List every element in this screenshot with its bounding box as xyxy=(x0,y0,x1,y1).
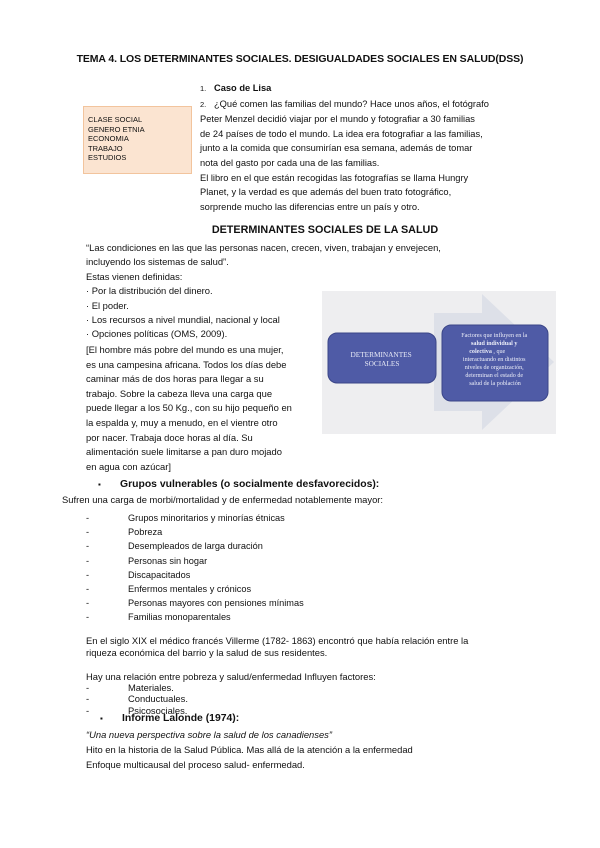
intro-item-1: 1. Caso de Lisa xyxy=(200,83,272,93)
bullet-icon: ▪ xyxy=(98,480,101,489)
list-item: - Familias monoparentales xyxy=(86,612,231,623)
intro-line: Planet, y la verdad es que además del buen trato fotográfico, xyxy=(200,187,452,198)
diagram-right-text: Factores que influyen en la salud individual y colectiva , que interactuando en distintos niveles de organización, determinan el estado de salud de la población xyxy=(461,333,528,387)
determinants-diagram xyxy=(322,291,556,434)
list-item: - Conductuales. xyxy=(86,693,188,705)
topics-box xyxy=(83,106,192,174)
definition-item: · Por la distribución del dinero. xyxy=(86,285,213,297)
topic-line: ESTUDIOS xyxy=(88,153,127,163)
intro-line: junto a la comida que consumirían esa semana, además de tomar xyxy=(200,143,473,154)
definition-item: · Opciones políticas (OMS, 2009). xyxy=(86,328,228,340)
diagram-graphic xyxy=(322,291,556,434)
story-paragraph: [El hombre más pobre del mundo es una mujer, es una campesina africana. Todos los días debe caminar más de dos horas para llegar a su trabajo. Sobre la cabeza lleva una carga que puede llegar a los 50 Kg., con su hijo pequeño en la espalda y, muy a menudo, en el vientre otro por nacer. Trabaja doce horas al día. Su alimentación suele limitarse a pan duro mojado en agua con azúcar] xyxy=(86,344,292,472)
topic-line: GENERO ETNIA xyxy=(88,124,145,134)
intro-line: de 24 países de todo el mundo. La idea era fotografiar a las familias, xyxy=(200,128,483,139)
intro-line: nota del gasto por cada una de las familias. xyxy=(200,157,380,168)
intro-line: Peter Menzel decidió viajar por el mundo y fotografiar a 30 familias xyxy=(200,114,475,125)
intro-list xyxy=(200,81,530,214)
definition-item: · Los recursos a nivel mundial, nacional y local xyxy=(86,313,280,325)
definition-item: · El poder. xyxy=(86,299,129,311)
list-item: - Desempleados de larga duración xyxy=(86,541,263,552)
lalonde-paragraph: “Una nueva perspectiva sobre la salud de los canadienses” Hito en la historia de la Salud Pública. Mas allá de la atención a la enfermedad Enfoque multicausal del proceso salud- enfermedad. xyxy=(86,728,534,772)
intro-line: sorprende mucho las diferencias entre un país y otro. xyxy=(200,201,420,212)
vulnerable-groups-intro: Sufren una carga de morbi/mortalidad y de enfermedad notablemente mayor: xyxy=(62,494,384,505)
intro-line: El libro en el que están recogidas las fotografías se llama Hungry xyxy=(200,172,469,183)
topic-line: ECONOMIA xyxy=(88,134,129,144)
list-item: - Discapacitados xyxy=(86,569,191,580)
bullet-icon: ▪ xyxy=(100,714,103,723)
definitions-intro: Estas vienen definidas: xyxy=(86,271,183,282)
list-item: - Personas mayores con pensiones mínimas xyxy=(86,598,304,609)
topic-line: TRABAJO xyxy=(88,143,123,153)
list-item: - Grupos minoritarios y minorías étnicas xyxy=(86,513,285,523)
factors-intro: Hay una relación entre pobreza y salud/enfermedad Influyen factores: xyxy=(86,671,376,682)
vulnerable-groups-list xyxy=(86,511,304,625)
diagram-left-text: DETERMINANTES SOCIALES xyxy=(350,350,412,368)
vulnerable-groups-heading: ▪ Grupos vulnerables (o socialmente desfavorecidos): xyxy=(98,479,380,490)
definition-quote: “Las condiciones en las que las personas nacen, crecen, viven, trabajan y envejecen, incluyendo los sistemas de salud”. xyxy=(86,242,441,267)
lalonde-quote: “Una nueva perspectiva sobre la salud de los canadienses” xyxy=(86,729,332,740)
page-title: TEMA 4. LOS DETERMINANTES SOCIALES. DESIGUALDADES SOCIALES EN SALUD(DSS) xyxy=(76,53,524,65)
section-heading: DETERMINANTES SOCIALES DE LA SALUD xyxy=(211,224,439,236)
topic-line: CLASE SOCIAL xyxy=(88,115,143,124)
list-item: - Materiales. xyxy=(86,682,174,694)
intro-item-2: 2. ¿Qué comen las familias del mundo? Hace unos años, el fotógrafo xyxy=(200,98,489,109)
definitions-list xyxy=(86,270,326,341)
lalonde-heading: ▪ Informe Lalonde (1974): xyxy=(100,713,240,724)
list-item: - Personas sin hogar xyxy=(86,555,208,566)
list-item: - Psicosociales. xyxy=(86,704,188,716)
factors-list xyxy=(86,671,376,716)
list-item: - Enfermos mentales y crónicos xyxy=(86,584,252,595)
villerme-paragraph: En el siglo XIX el médico francés Villerme (1782- 1863) encontró que había relación entre la riqueza económica del barrio y la salud de sus residentes. xyxy=(86,635,469,658)
list-item: - Pobreza xyxy=(86,527,163,538)
